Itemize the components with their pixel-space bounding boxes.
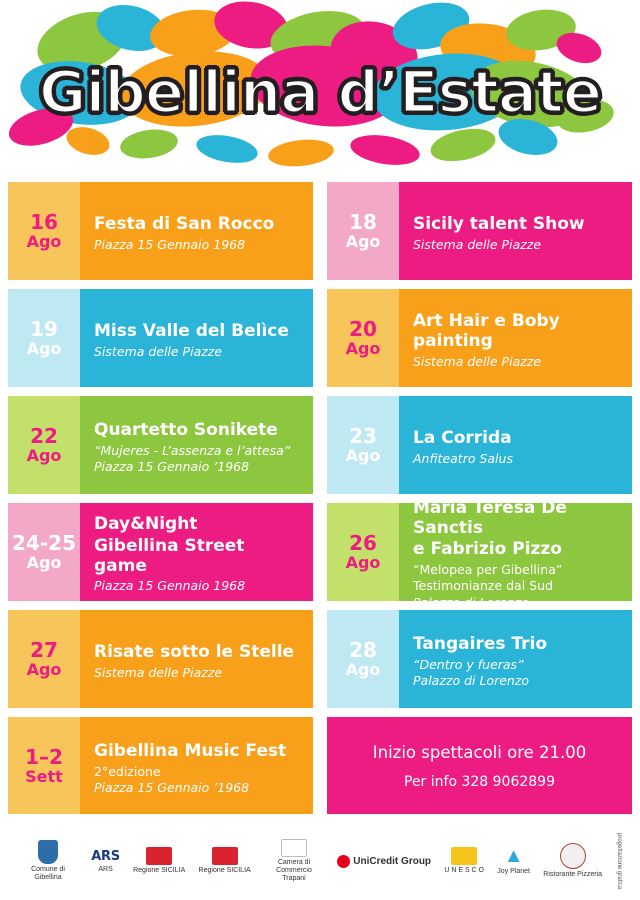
event-card[interactable] (8, 396, 313, 494)
logo-row (0, 814, 640, 900)
event-subtitle: “Mujeres - L’assenza e l’attesa” (94, 442, 291, 458)
event-venue: Piazza 15 Gennaio ’1968 (94, 779, 250, 795)
event-date-day: 27 (30, 637, 58, 662)
logo-label: Ristorante Pizzeria (543, 871, 603, 879)
logo-label: ARS (98, 865, 113, 873)
event-date-month: Ago (345, 339, 381, 359)
regione-sicilia-icon (146, 847, 172, 865)
poster-title-wrap (0, 58, 640, 126)
logo-unesco (444, 847, 484, 875)
event-venue: Sistema delle Piazze (413, 353, 542, 369)
page-title: Gibellina d’Estate (38, 58, 602, 126)
event-card[interactable] (8, 717, 313, 815)
logo-label: U N E S C O (444, 867, 485, 875)
event-body (399, 182, 632, 280)
event-title-line2: Gibellina Street game (94, 536, 245, 576)
logo-label: Camera di Commercio Trapani (276, 859, 312, 882)
event-card[interactable] (327, 182, 632, 280)
ristorante-pizzeria-icon (560, 843, 586, 869)
event-body (80, 182, 313, 280)
info-box (327, 717, 632, 815)
logo-credits (615, 833, 622, 889)
event-title: Miss Valle del Belìce (94, 321, 289, 342)
decor-blob (63, 122, 112, 159)
logo-regione-sicilia-1 (133, 847, 185, 875)
event-date-day: 16 (30, 209, 58, 234)
event-date-day: 23 (349, 423, 377, 448)
event-venue: Palazzo di Lorenzo (413, 672, 530, 688)
footer-logos-bar (0, 814, 640, 900)
event-date (8, 289, 80, 387)
event-date-month: Ago (345, 660, 381, 680)
event-card[interactable] (327, 610, 632, 708)
event-title: Risate sotto le Stelle (94, 642, 295, 663)
event-date (327, 503, 399, 601)
event-card[interactable] (8, 182, 313, 280)
logo-regione-sicilia-2 (199, 847, 251, 875)
events-grid (8, 182, 632, 815)
event-date-day: 18 (349, 209, 377, 234)
event-venue: Piazza 15 Gennaio 1968 (94, 578, 246, 594)
logo-ars (91, 849, 120, 874)
ars-icon: ARS (91, 848, 120, 864)
event-date-month: Ago (26, 339, 62, 359)
event-body (80, 610, 313, 708)
event-date-month: Ago (345, 232, 381, 252)
event-date-day: 1–2 (25, 744, 63, 769)
unicredit-icon: UniCredit Group (337, 855, 431, 868)
event-title: Day&Night (94, 514, 198, 535)
event-title: Quartetto Sonikete (94, 419, 278, 440)
event-venue: Sistema delle Piazze (94, 664, 223, 680)
event-body (399, 610, 632, 708)
event-title: Festa di San Rocco (94, 214, 275, 235)
logo-ristorante-pizzeria (543, 843, 602, 879)
logo-unicredit (337, 855, 431, 868)
event-date (8, 503, 80, 601)
event-date-month: Ago (26, 232, 62, 252)
event-date (327, 182, 399, 280)
event-subtitle: “Melopea per Gibellina” Testimonianze dal Sud (413, 562, 563, 594)
event-title-line2: e Fabrizio Pizzo (413, 539, 562, 560)
event-date-day: 19 (30, 316, 58, 341)
poster-header (0, 0, 640, 178)
event-body (399, 498, 632, 610)
event-title: Maria Teresa De Sanctis (413, 498, 567, 538)
event-date-day: 26 (349, 530, 377, 555)
event-date (327, 610, 399, 708)
event-title: Sicily talent Show (413, 214, 585, 235)
event-venue: Palazzo di Lorenzo (413, 594, 530, 610)
regione-sicilia-2-icon (212, 847, 238, 865)
event-card[interactable] (8, 610, 313, 708)
event-venue: Piazza 15 Gennaio ’1968 (94, 458, 250, 474)
event-body (80, 396, 313, 494)
event-subtitle: “Dentro y fueras” (413, 656, 524, 672)
unesco-icon (451, 847, 477, 865)
event-date-month: Ago (26, 660, 62, 680)
event-subtitle: 2°edizione (94, 763, 161, 779)
event-card[interactable] (327, 498, 632, 610)
decor-blob (118, 126, 179, 162)
logo-label: Regione SICILIA (198, 867, 251, 875)
event-date (8, 717, 80, 815)
event-body (80, 717, 313, 815)
event-body (399, 396, 632, 494)
event-venue: Anfiteatro Salus (413, 450, 513, 466)
info-start-time: Inizio spettacoli ore 21.00 (372, 742, 587, 762)
event-date (8, 182, 80, 280)
logo-camera-commercio (264, 839, 324, 882)
event-card[interactable] (327, 396, 632, 494)
event-venue: Sistema delle Piazze (413, 236, 542, 252)
camera-commercio-icon (281, 839, 307, 857)
logo-joy-planet (497, 846, 530, 876)
event-date (8, 396, 80, 494)
event-date (327, 396, 399, 494)
event-venue: Sistema delle Piazze (94, 343, 223, 359)
event-title: Gibellina Music Fest (94, 740, 287, 761)
event-title: Art Hair e Boby painting (413, 311, 560, 351)
event-venue: Piazza 15 Gennaio 1968 (94, 236, 246, 252)
event-card[interactable] (8, 289, 313, 387)
event-title: Tangaires Trio (413, 633, 548, 654)
comune-crest-icon (38, 840, 58, 864)
event-body (80, 289, 313, 387)
event-date-month: Ago (26, 446, 62, 466)
logo-label: Comune di Gibellina (31, 866, 65, 881)
event-date-day: 22 (30, 423, 58, 448)
decor-blob (348, 131, 422, 170)
info-phone: Per info 328 9062899 (404, 773, 555, 790)
event-date-month: Ago (345, 446, 381, 466)
event-date-month: Sett (25, 767, 63, 787)
event-date-day: 28 (349, 637, 377, 662)
event-date-day: 20 (349, 316, 377, 341)
decor-blob (194, 131, 260, 167)
decor-blob (267, 137, 335, 170)
joy-planet-icon: ▲ (503, 845, 524, 868)
event-body (399, 289, 632, 387)
event-card[interactable] (8, 503, 313, 601)
event-date (327, 289, 399, 387)
event-date-day: 24-25 (12, 530, 76, 555)
event-date (8, 610, 80, 708)
event-card[interactable] (327, 289, 632, 387)
logo-comune-gibellina (18, 840, 78, 881)
logo-label: Joy Planet (497, 868, 530, 876)
event-title: La Corrida (413, 428, 512, 449)
event-date-month: Ago (26, 553, 62, 573)
credits-icon: progettazione grafica (615, 832, 622, 890)
event-body (80, 503, 313, 601)
event-date-month: Ago (345, 553, 381, 573)
logo-label: Regione SICILIA (133, 867, 186, 875)
